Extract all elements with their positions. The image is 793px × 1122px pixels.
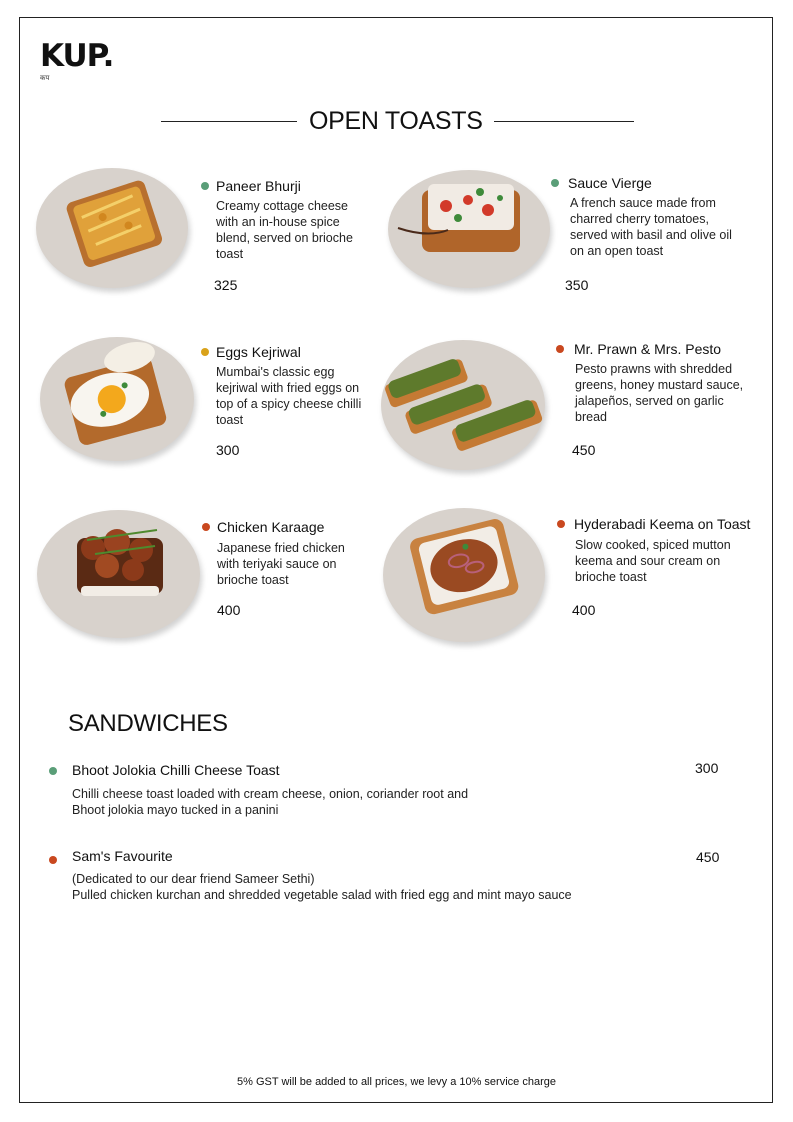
heading-rule-right — [494, 121, 634, 122]
sandwich-desc-line-2: Pulled chicken kurchan and shredded vegetable salad with fried egg and mint mayo sauce — [72, 888, 572, 902]
toast-illustration — [381, 340, 545, 470]
item-name: Chicken Karaage — [217, 519, 325, 535]
sandwich-name: Bhoot Jolokia Chilli Cheese Toast — [72, 762, 280, 778]
nonveg-dot — [556, 345, 564, 353]
footer-note: 5% GST will be added to all prices, we levy a 10% service charge — [237, 1076, 556, 1088]
sandwich-desc-line-1: (Dedicated to our dear friend Sameer Sethi) — [72, 872, 315, 886]
item-name: Sauce Vierge — [568, 175, 652, 191]
sandwich-price: 450 — [696, 849, 720, 865]
item-name: Hyderabadi Keema on Toast — [574, 516, 751, 532]
item-desc: A french sauce made from charred cherry tomatoes, served with basil and olive oil on an open toast — [570, 196, 732, 258]
item-price: 350 — [565, 277, 589, 293]
sandwich-name: Sam's Favourite — [72, 848, 173, 864]
item-desc: Mumbai's classic egg kejriwal with fried eggs on top of a spicy cheese chilli toast — [216, 365, 362, 427]
plate-image — [381, 340, 545, 470]
item-price: 400 — [572, 602, 596, 618]
item-name: Mr. Prawn & Mrs. Pesto — [574, 341, 722, 357]
toast-illustration — [36, 168, 188, 288]
sandwich-price: 300 — [695, 760, 719, 776]
sandwich-desc-line-2: Bhoot jolokia mayo tucked in a panini — [72, 803, 279, 817]
plate-image — [36, 168, 188, 288]
item-price: 450 — [572, 442, 596, 458]
open-toasts-title: OPEN TOASTS — [309, 107, 483, 135]
toast-illustration — [383, 508, 545, 642]
toast-illustration — [388, 170, 550, 288]
item-price: 300 — [216, 442, 240, 458]
plate-image — [40, 337, 194, 461]
item-price: 325 — [214, 277, 238, 293]
item-desc: Slow cooked, spiced mutton keema and sour cream on brioche toast — [575, 538, 731, 584]
plate-image — [388, 170, 550, 288]
veg-dot — [551, 179, 559, 187]
toast-illustration — [40, 337, 194, 461]
nonveg-dot — [557, 520, 565, 528]
item-desc: Creamy cottage cheese with an in-house spice blend, served on brioche toast — [216, 199, 353, 261]
heading-rule-left — [161, 121, 297, 122]
egg-dot — [201, 348, 209, 356]
toast-illustration — [37, 510, 200, 638]
brand-tagline: कप — [40, 75, 50, 82]
item-desc: Japanese fried chicken with teriyaki sauce on brioche toast — [217, 541, 345, 587]
veg-dot — [49, 767, 57, 775]
plate-image — [383, 508, 545, 642]
item-name: Paneer Bhurji — [216, 178, 301, 194]
item-price: 400 — [217, 602, 241, 618]
sandwich-desc-line-1: Chilli cheese toast loaded with cream cheese, onion, coriander root and — [72, 787, 469, 801]
sandwiches-title: SANDWICHES — [68, 710, 228, 737]
plate-image — [37, 510, 200, 638]
nonveg-dot — [49, 856, 57, 864]
nonveg-dot — [202, 523, 210, 531]
item-name: Eggs Kejriwal — [216, 344, 301, 360]
item-desc: Pesto prawns with shredded greens, honey mustard sauce, jalapeños, served on garlic bread — [575, 362, 744, 424]
veg-dot — [201, 182, 209, 190]
brand-logo: KUP. — [40, 38, 114, 74]
